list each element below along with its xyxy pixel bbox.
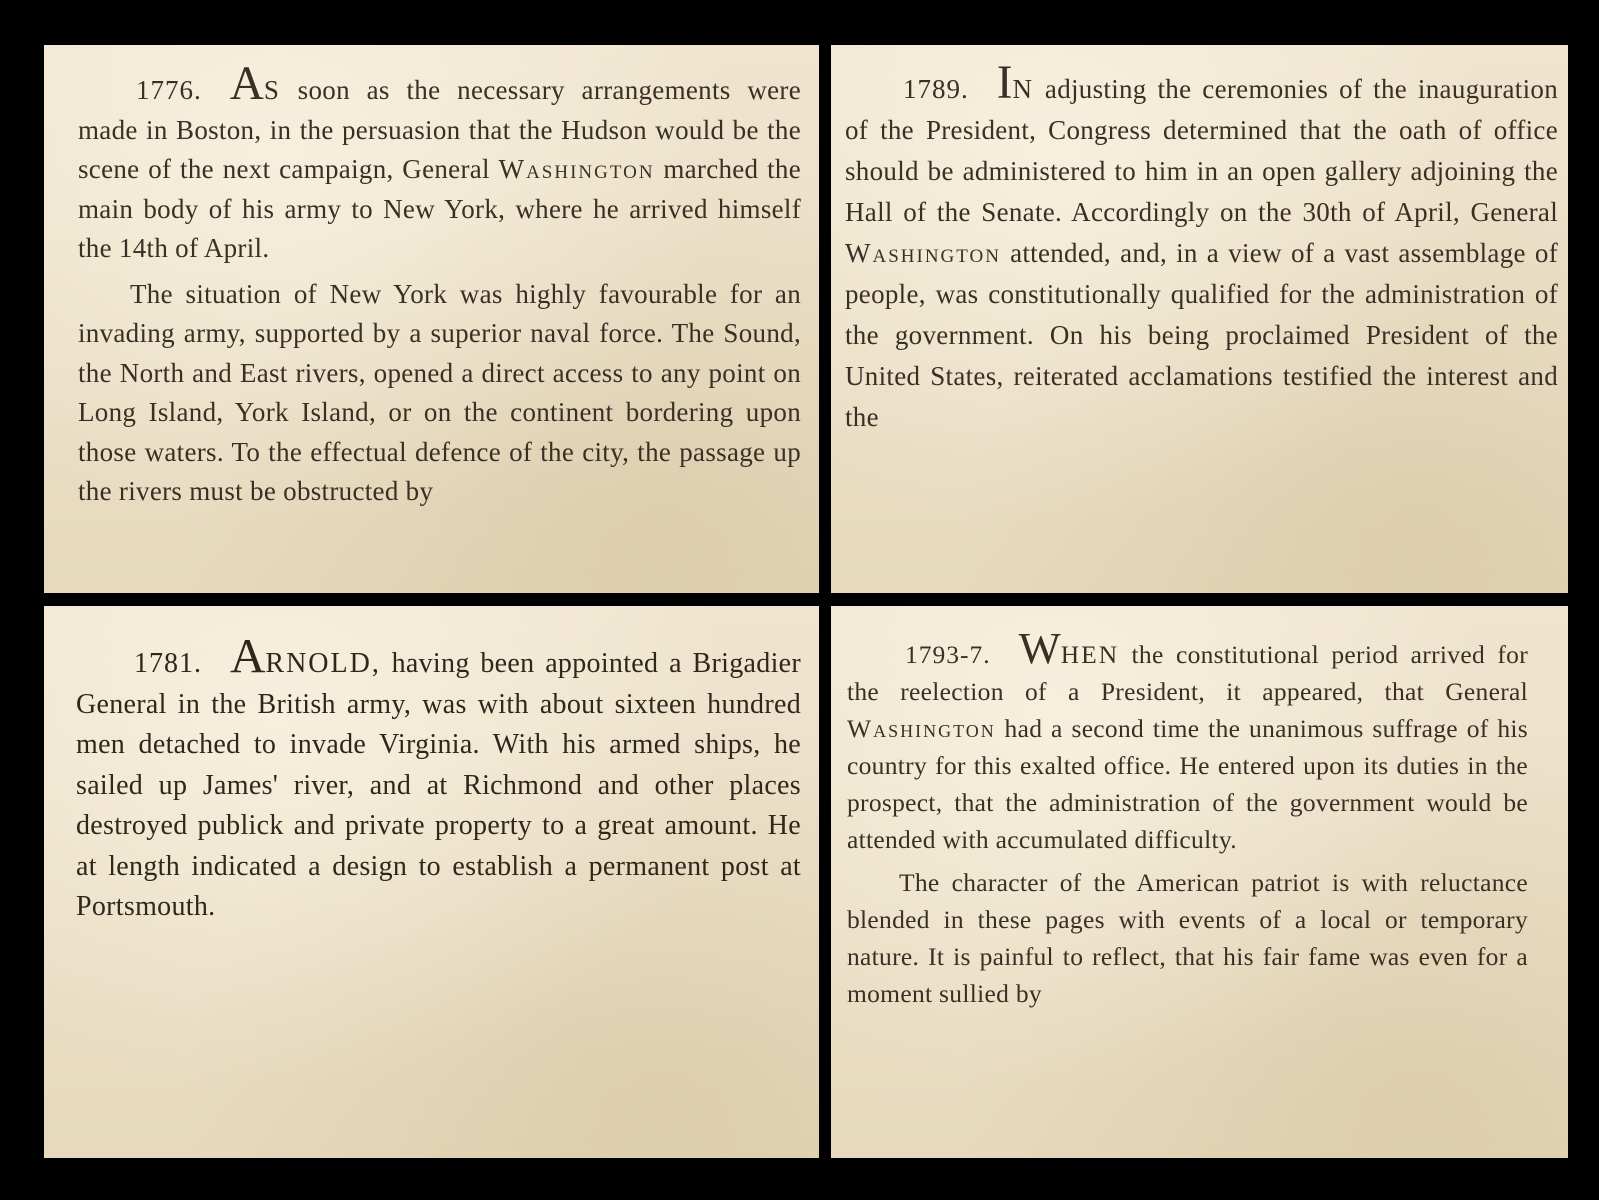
- page-excerpt-1781: [44, 606, 819, 1158]
- year-label: 1793-7.: [905, 640, 991, 669]
- year-label: 1789.: [903, 74, 969, 104]
- year-label: 1776.: [136, 75, 202, 105]
- drop-initial: I: [996, 57, 1013, 109]
- year-label: 1781.: [134, 648, 202, 679]
- paragraph-text: soon as the necessary arrangements were made in Boston, in the persuasion that the Hudson would be the scene of the next campaign, General: [78, 75, 801, 184]
- initial-word-rest: S: [263, 75, 281, 105]
- paragraph-1793-reelection: [847, 623, 1528, 858]
- drop-initial: W: [1018, 623, 1061, 673]
- paragraph-text: attended, and, in a view of a vast assemblage of people, was constitutionally qualified for the administration of the government. On his being proclaimed President of the United States, reiterated acclamations testified the interest and the: [845, 238, 1558, 432]
- paragraph-text: adjusting the ceremonies of the inauguration of the President, Congress determined that the oath of office should be administered to him in an open gallery adjoining the Hall of the Senate. Accordingly on the 30th of April, General: [845, 74, 1558, 227]
- initial-word-rest: HEN: [1060, 640, 1120, 669]
- paragraph-1793-character: The character of the American patriot is with reluctance blended in these pages with events of a local or temporary nature. It is painful to reflect, that his fair fame was even for a moment sullied by: [847, 868, 1528, 1008]
- page-excerpt-1793-7: [831, 606, 1568, 1158]
- paragraph-1776-opening: [78, 58, 801, 269]
- paragraph-text: had a second time the unanimous suffrage of his country for this exalted office. He entered upon its duties in the prospect, that the administration of the government would be attended with accumulated difficulty.: [847, 714, 1528, 854]
- drop-initial: A: [229, 58, 264, 110]
- paragraph-1789-inauguration: [845, 57, 1558, 438]
- washington-name: Washington: [845, 238, 1001, 268]
- washington-name: Washington: [847, 714, 996, 743]
- paragraph-1776-new-york: The situation of New York was highly favourable for an invading army, supported by a superior naval force. The Sound, the North and East rivers, opened a direct access to any point on Long Island, York Island, or on the continent bordering upon those waters. To the effectual defence of the city, the passage up the rivers must be obstructed by: [78, 278, 801, 506]
- washington-name: Washington: [498, 154, 655, 184]
- drop-initial: A: [230, 628, 266, 683]
- initial-word-rest: N: [1012, 74, 1034, 104]
- paragraph-text: the constitutional period arrived for the reelection of a President, it appeared, that General: [847, 640, 1528, 706]
- initial-word-rest: RNOLD,: [265, 648, 381, 679]
- paragraph-1781-arnold: [76, 628, 801, 928]
- paragraph-text: having been appointed a Brigadier General in the British army, was with about sixteen hundred men detached to invade Virginia. With his armed ships, he sailed up James' river, and at Richmond and other places destroyed publick and private property to a great amount. He at length indicated a design to establish a permanent post at Portsmouth.: [76, 648, 801, 922]
- page-excerpt-1789: [831, 45, 1568, 593]
- paragraph-text: marched the main body of his army to New York, where he arrived himself the 14th of April.: [78, 154, 801, 263]
- page-excerpt-1776: [44, 45, 819, 593]
